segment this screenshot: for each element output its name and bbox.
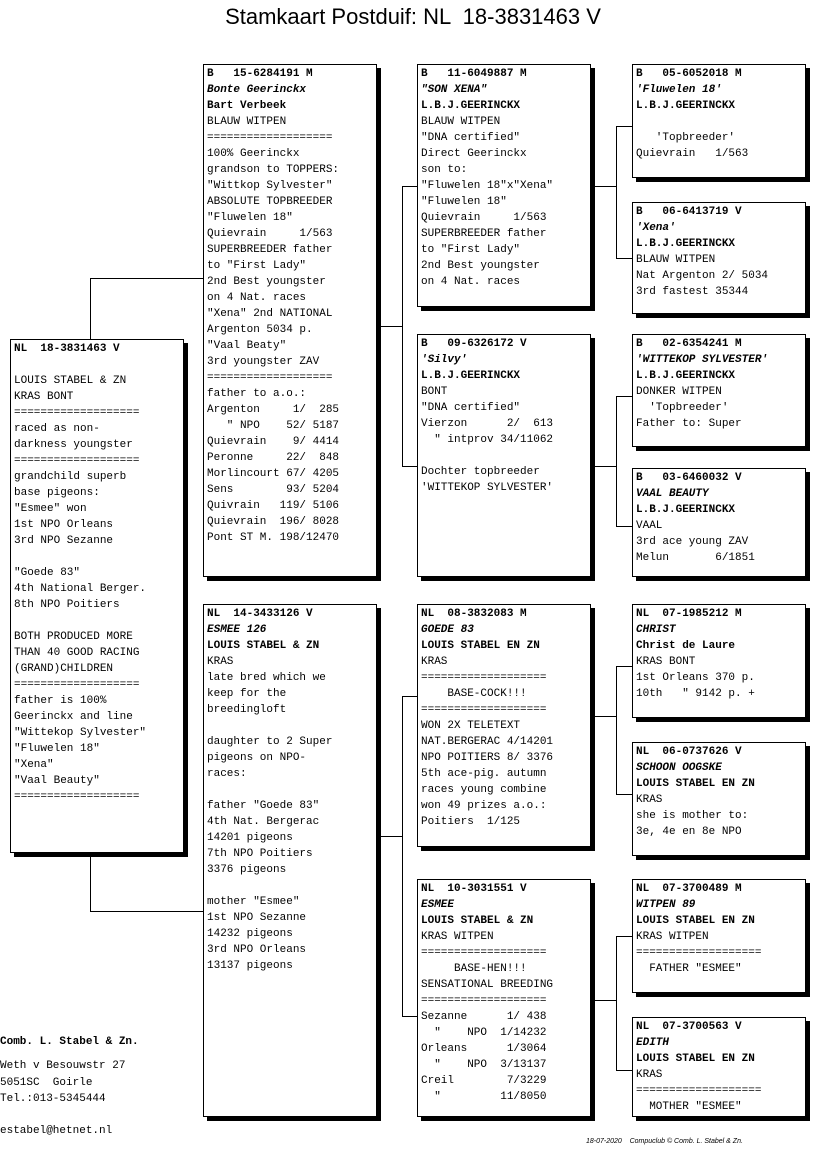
connector-line	[402, 186, 418, 187]
card-text-line: BASE-HEN!!!	[421, 963, 527, 975]
breeder-phone: Tel.:013-5345444	[0, 1093, 106, 1105]
card-text-line: races:	[207, 768, 247, 780]
owner-name: LOUIS STABEL EN ZN	[636, 915, 755, 927]
card-text-line: Sezanne 1/ 438	[421, 1011, 547, 1023]
card-text-line: KRAS WITPEN	[636, 931, 709, 943]
ring-number: NL 07-1985212 M	[636, 608, 742, 620]
card-text-line: 'Topbreeder'	[636, 132, 736, 144]
card-text-line: grandchild superb	[14, 471, 127, 483]
ring-number: NL 07-3700489 M	[636, 883, 742, 895]
owner-name: LOUIS STABEL EN ZN	[421, 640, 540, 652]
card-text-line: "Xena" 2nd NATIONAL	[207, 308, 333, 320]
card-text-line: ===================	[421, 672, 547, 684]
card-text-line: Vierzon 2/ 613	[421, 418, 554, 430]
card-text-line: Direct Geerinckx	[421, 148, 527, 160]
card-text-line: VAAL	[636, 520, 663, 532]
connector-line	[590, 716, 616, 717]
ring-number: NL 06-0737626 V	[636, 746, 742, 758]
pedigree-card-mm-father	[632, 879, 806, 993]
card-text-line: Morlincourt 67/ 4205	[207, 468, 340, 480]
card-text-line: 2nd Best youngster	[421, 260, 540, 272]
connector-line	[402, 466, 418, 467]
connector-line	[616, 794, 632, 795]
card-text-line: 10th " 9142 p. +	[636, 688, 755, 700]
card-text-line: BLAUW WITPEN	[207, 116, 287, 128]
card-text-line: ===================	[14, 791, 140, 803]
owner-name: LOUIS STABEL EN ZN	[636, 1053, 755, 1065]
card-text-line: ABSOLUTE TOPBREEDER	[207, 196, 333, 208]
card-text-line: KRAS BONT	[636, 656, 696, 668]
pigeon-name: 'Silvy'	[421, 354, 468, 366]
card-text-line: NPO POITIERS 8/ 3376	[421, 752, 554, 764]
card-text-line	[14, 613, 180, 629]
card-text-line: BONT	[421, 386, 448, 398]
connector-line	[402, 186, 403, 466]
pigeon-name: "SON XENA"	[421, 84, 488, 96]
connector-line	[376, 836, 402, 837]
pedigree-card-mf-father	[632, 604, 806, 718]
card-text-line: ===================	[207, 372, 333, 384]
connector-line	[90, 278, 204, 279]
card-text-line: Peronne 22/ 848	[207, 452, 340, 464]
card-text-line: 'WITTEKOP SYLVESTER'	[421, 482, 554, 494]
card-text-line: 3rd NPO Orleans	[207, 944, 307, 956]
breeder-city: 5051SC Goirle	[0, 1077, 93, 1089]
card-text-line: 1st NPO Sezanne	[207, 912, 307, 924]
card-text-line: 4th National Berger.	[14, 583, 147, 595]
card-text-line: Nat Argenton 2/ 5034	[636, 270, 769, 282]
card-text-line: ===================	[421, 704, 547, 716]
pigeon-name: EDITH	[636, 1037, 670, 1049]
card-text-line: 5th ace-pig. autumn	[421, 768, 547, 780]
card-text-line: 3rd fastest 35344	[636, 286, 749, 298]
connector-line	[616, 258, 632, 259]
card-text-line: 1st NPO Orleans	[14, 519, 114, 531]
pigeon-name: WITPEN 89	[636, 899, 696, 911]
owner-name: Christ de Laure	[636, 640, 736, 652]
card-text-line: BLAUW WITPEN	[636, 254, 716, 266]
card-text-line: 'Topbreeder'	[636, 402, 729, 414]
connector-line	[90, 911, 204, 912]
owner-name: LOUIS STABEL EN ZN	[636, 778, 755, 790]
card-text-line: 14201 pigeons	[207, 832, 293, 844]
ring-number: B 15-6284191 M	[207, 68, 313, 80]
card-text-line: BASE-COCK!!!	[421, 688, 527, 700]
card-text-line: "DNA certified"	[421, 132, 521, 144]
owner-name: LOUIS STABEL & ZN	[421, 915, 534, 927]
card-text-line: pigeons on NPO-	[207, 752, 307, 764]
card-text-line	[207, 718, 373, 734]
ring-number: B 05-6052018 M	[636, 68, 742, 80]
connector-line	[90, 852, 91, 912]
card-text-line	[14, 357, 180, 373]
card-text-line: Orleans 1/3064	[421, 1043, 547, 1055]
card-text-line: ===================	[14, 679, 140, 691]
connector-line	[590, 1000, 616, 1001]
card-text-line: MOTHER "ESMEE"	[636, 1101, 742, 1113]
ring-number: NL 10-3031551 V	[421, 883, 527, 895]
card-text-line: Pont ST M. 198/12470	[207, 532, 340, 544]
card-text-line: 4th Nat. Bergerac	[207, 816, 320, 828]
connector-line	[402, 696, 418, 697]
card-text-line: Dochter topbreeder	[421, 466, 540, 478]
card-text-line: LOUIS STABEL & ZN	[14, 375, 127, 387]
card-text-line: Quievrain 1/563	[207, 228, 333, 240]
pigeon-name: 'Xena'	[636, 222, 676, 234]
card-text-line: ===================	[207, 132, 333, 144]
card-text-line: "Goede 83"	[14, 567, 81, 579]
card-text-line: BOTH PRODUCED MORE	[14, 631, 133, 643]
card-text-line: "Xena"	[14, 759, 54, 771]
connector-line	[590, 186, 616, 187]
card-text-line: 2nd Best youngster	[207, 276, 326, 288]
card-text-line: "Wittkop Sylvester"	[207, 180, 333, 192]
card-text-line: "Fluwelen 18"	[207, 212, 293, 224]
card-text-line: base pigeons:	[14, 487, 100, 499]
connector-line	[616, 396, 617, 526]
pigeon-name: ESMEE 126	[207, 624, 267, 636]
card-text-line: BLAUW WITPEN	[421, 116, 501, 128]
card-text-line: "Vaal Beaty"	[207, 340, 287, 352]
card-text-line: Quievrain 1/563	[421, 212, 547, 224]
card-text-line: KRAS	[421, 656, 448, 668]
pedigree-card-fm-father	[632, 334, 806, 447]
card-text-line: father "Goede 83"	[207, 800, 320, 812]
card-text-line: Quivrain 119/ 5106	[207, 500, 340, 512]
pigeon-name: VAAL BEAUTY	[636, 488, 709, 500]
card-text-line: ===================	[636, 947, 762, 959]
card-text-line	[207, 782, 373, 798]
ring-number: B 11-6049887 M	[421, 68, 527, 80]
owner-name: L.B.J.GEERINCKX	[636, 504, 736, 516]
pedigree-card-mm-mother	[632, 1017, 806, 1117]
card-text-line: KRAS	[207, 656, 234, 668]
ring-number: B 06-6413719 V	[636, 206, 742, 218]
breeder-name: Comb. L. Stabel & Zn.	[0, 1036, 139, 1048]
ring-number: NL 18-3831463 V	[14, 343, 120, 355]
card-text-line: KRAS	[636, 1069, 663, 1081]
card-text-line: SENSATIONAL BREEDING	[421, 979, 554, 991]
card-text-line: son to:	[421, 164, 468, 176]
ring-number: NL 14-3433126 V	[207, 608, 313, 620]
card-text-line: "Fluwelen 18"	[421, 196, 507, 208]
card-text-line: KRAS BONT	[14, 391, 74, 403]
card-text-line: " NPO 1/14232	[421, 1027, 547, 1039]
card-text-line: Quievrain 9/ 4414	[207, 436, 340, 448]
card-text-line: 3rd ace young ZAV	[636, 536, 749, 548]
pigeon-name: SCHOON OOGSKE	[636, 762, 722, 774]
card-text-line: "Vaal Beauty"	[14, 775, 100, 787]
card-text-line: 7th NPO Poitiers	[207, 848, 313, 860]
card-text-line: 3376 pigeons	[207, 864, 287, 876]
card-text-line: 3e, 4e en 8e NPO	[636, 826, 742, 838]
card-text-line: 3rd NPO Sezanne	[14, 535, 114, 547]
card-text-line: Sens 93/ 5204	[207, 484, 340, 496]
pedigree-card-ff-mother	[632, 202, 806, 314]
card-text-line: SUPERBREEDER father	[207, 244, 333, 256]
card-text-line: grandson to TOPPERS:	[207, 164, 340, 176]
card-text-line: 14232 pigeons	[207, 928, 293, 940]
card-text-line: father to a.o.:	[207, 388, 307, 400]
connector-line	[616, 526, 632, 527]
card-text-line: 13137 pigeons	[207, 960, 293, 972]
pedigree-card-mother-father	[417, 604, 591, 847]
connector-line	[616, 936, 632, 937]
owner-name: L.B.J.GEERINCKX	[421, 370, 521, 382]
connector-line	[616, 126, 632, 127]
card-text-line: ===================	[636, 1085, 762, 1097]
card-text-line: she is mother to:	[636, 810, 749, 822]
card-text-line: Quievrain 1/563	[636, 148, 749, 160]
owner-name: L.B.J.GEERINCKX	[636, 100, 736, 112]
pedigree-card-fm-mother	[632, 468, 806, 577]
card-text-line: 8th NPO Poitiers	[14, 599, 120, 611]
pedigree-card-ff-father	[632, 64, 806, 178]
card-text-line: darkness youngster	[14, 439, 133, 451]
card-text-line: Melun 6/1851	[636, 552, 755, 564]
connector-line	[616, 666, 632, 667]
card-text-line: 3rd youngster ZAV	[207, 356, 320, 368]
card-text-line: " 11/8050	[421, 1091, 547, 1103]
card-text-line: on 4 Nat. races	[421, 276, 521, 288]
card-text-line: on 4 Nat. races	[207, 292, 307, 304]
owner-name: L.B.J.GEERINCKX	[636, 370, 736, 382]
card-text-line	[14, 549, 180, 565]
card-text-line: mother "Esmee"	[207, 896, 300, 908]
pedigree-card-father-mother	[417, 334, 591, 577]
ring-number: B 02-6354241 M	[636, 338, 742, 350]
owner-name: Bart Verbeek	[207, 100, 287, 112]
card-text-line: late bred which we	[207, 672, 326, 684]
card-text-line: father is 100%	[14, 695, 107, 707]
card-text-line	[421, 448, 587, 464]
card-text-line: THAN 40 GOOD RACING	[14, 647, 140, 659]
card-text-line: "Fluwelen 18"	[14, 743, 100, 755]
pedigree-card-mother	[203, 604, 377, 1117]
pigeon-name: 'WITTEKOP SYLVESTER'	[636, 354, 769, 366]
owner-name: L.B.J.GEERINCKX	[636, 238, 736, 250]
card-text-line: "Wittekop Sylvester"	[14, 727, 147, 739]
card-text-line: "Fluwelen 18"x"Xena"	[421, 180, 554, 192]
ring-number: B 03-6460032 V	[636, 472, 742, 484]
card-text-line: to "First Lady"	[421, 244, 521, 256]
pigeon-name: ESMEE	[421, 899, 455, 911]
footer-credit: 18-07-2020 Compuclub © Comb. L. Stabel & Zn.	[586, 1138, 743, 1145]
card-text-line: FATHER "ESMEE"	[636, 963, 742, 975]
connector-line	[616, 1070, 632, 1071]
card-text-line: "DNA certified"	[421, 402, 521, 414]
breeder-street: Weth v Besouwstr 27	[0, 1060, 126, 1072]
card-text-line: Poitiers 1/125	[421, 816, 521, 828]
pigeon-name: Bonte Geerinckx	[207, 84, 307, 96]
card-text-line: Father to: Super	[636, 418, 742, 430]
card-text-line: daughter to 2 Super	[207, 736, 333, 748]
card-text-line: 100% Geerinckx	[207, 148, 300, 160]
card-text-line: WON 2X TELETEXT	[421, 720, 521, 732]
card-text-line: KRAS	[636, 794, 663, 806]
card-text-line	[207, 878, 373, 894]
card-text-line: Quievrain 196/ 8028	[207, 516, 340, 528]
card-text-line: " NPO 3/13137	[421, 1059, 547, 1071]
ring-number: NL 08-3832083 M	[421, 608, 527, 620]
owner-name: LOUIS STABEL & ZN	[207, 640, 320, 652]
card-text-line: Argenton 1/ 285	[207, 404, 340, 416]
card-text-line: Argenton 5034 p.	[207, 324, 313, 336]
breeder-email: estabel@hetnet.nl	[0, 1125, 113, 1137]
pigeon-name: 'Fluwelen 18'	[636, 84, 722, 96]
card-text-line: 1st Orleans 370 p.	[636, 672, 755, 684]
card-text-line: SUPERBREEDER father	[421, 228, 547, 240]
card-text-line: races young combine	[421, 784, 547, 796]
card-text-line: ===================	[421, 947, 547, 959]
pedigree-card-father-father	[417, 64, 591, 307]
connector-line	[402, 696, 403, 1016]
connector-line	[616, 396, 632, 397]
card-text-line: raced as non-	[14, 423, 100, 435]
pedigree-card-mother-mother	[417, 879, 591, 1117]
pigeon-name: GOEDE 83	[421, 624, 474, 636]
card-text-line: keep for the	[207, 688, 287, 700]
connector-line	[90, 278, 91, 340]
card-text-line: breedingloft	[207, 704, 287, 716]
card-text-line: "Esmee" won	[14, 503, 87, 515]
connector-line	[616, 936, 617, 1070]
card-text-line: DONKER WITPEN	[636, 386, 722, 398]
connector-line	[616, 126, 617, 258]
pedigree-card-subject	[10, 339, 184, 853]
card-text-line: Creil 7/3229	[421, 1075, 547, 1087]
card-text-line: (GRAND)CHILDREN	[14, 663, 114, 675]
connector-line	[616, 666, 617, 794]
connector-line	[376, 326, 402, 327]
pigeon-name: CHRIST	[636, 624, 676, 636]
card-text-line: " intprov 34/11062	[421, 434, 554, 446]
card-text-line	[636, 114, 802, 130]
pedigree-card-father	[203, 64, 377, 577]
card-text-line: ===================	[14, 407, 140, 419]
card-text-line: won 49 prizes a.o.:	[421, 800, 547, 812]
connector-line	[590, 466, 616, 467]
pedigree-card-mf-mother	[632, 742, 806, 856]
card-text-line: KRAS WITPEN	[421, 931, 494, 943]
card-text-line: Geerinckx and line	[14, 711, 133, 723]
ring-number: B 09-6326172 V	[421, 338, 527, 350]
card-text-line: " NPO 52/ 5187	[207, 420, 340, 432]
card-text-line: NAT.BERGERAC 4/14201	[421, 736, 554, 748]
ring-number: NL 07-3700563 V	[636, 1021, 742, 1033]
owner-name: L.B.J.GEERINCKX	[421, 100, 521, 112]
card-text-line: ===================	[421, 995, 547, 1007]
connector-line	[402, 1016, 418, 1017]
card-text-line: to "First Lady"	[207, 260, 307, 272]
card-text-line: ===================	[14, 455, 140, 467]
page-title: Stamkaart Postduif: NL 18-3831463 V	[225, 4, 601, 29]
